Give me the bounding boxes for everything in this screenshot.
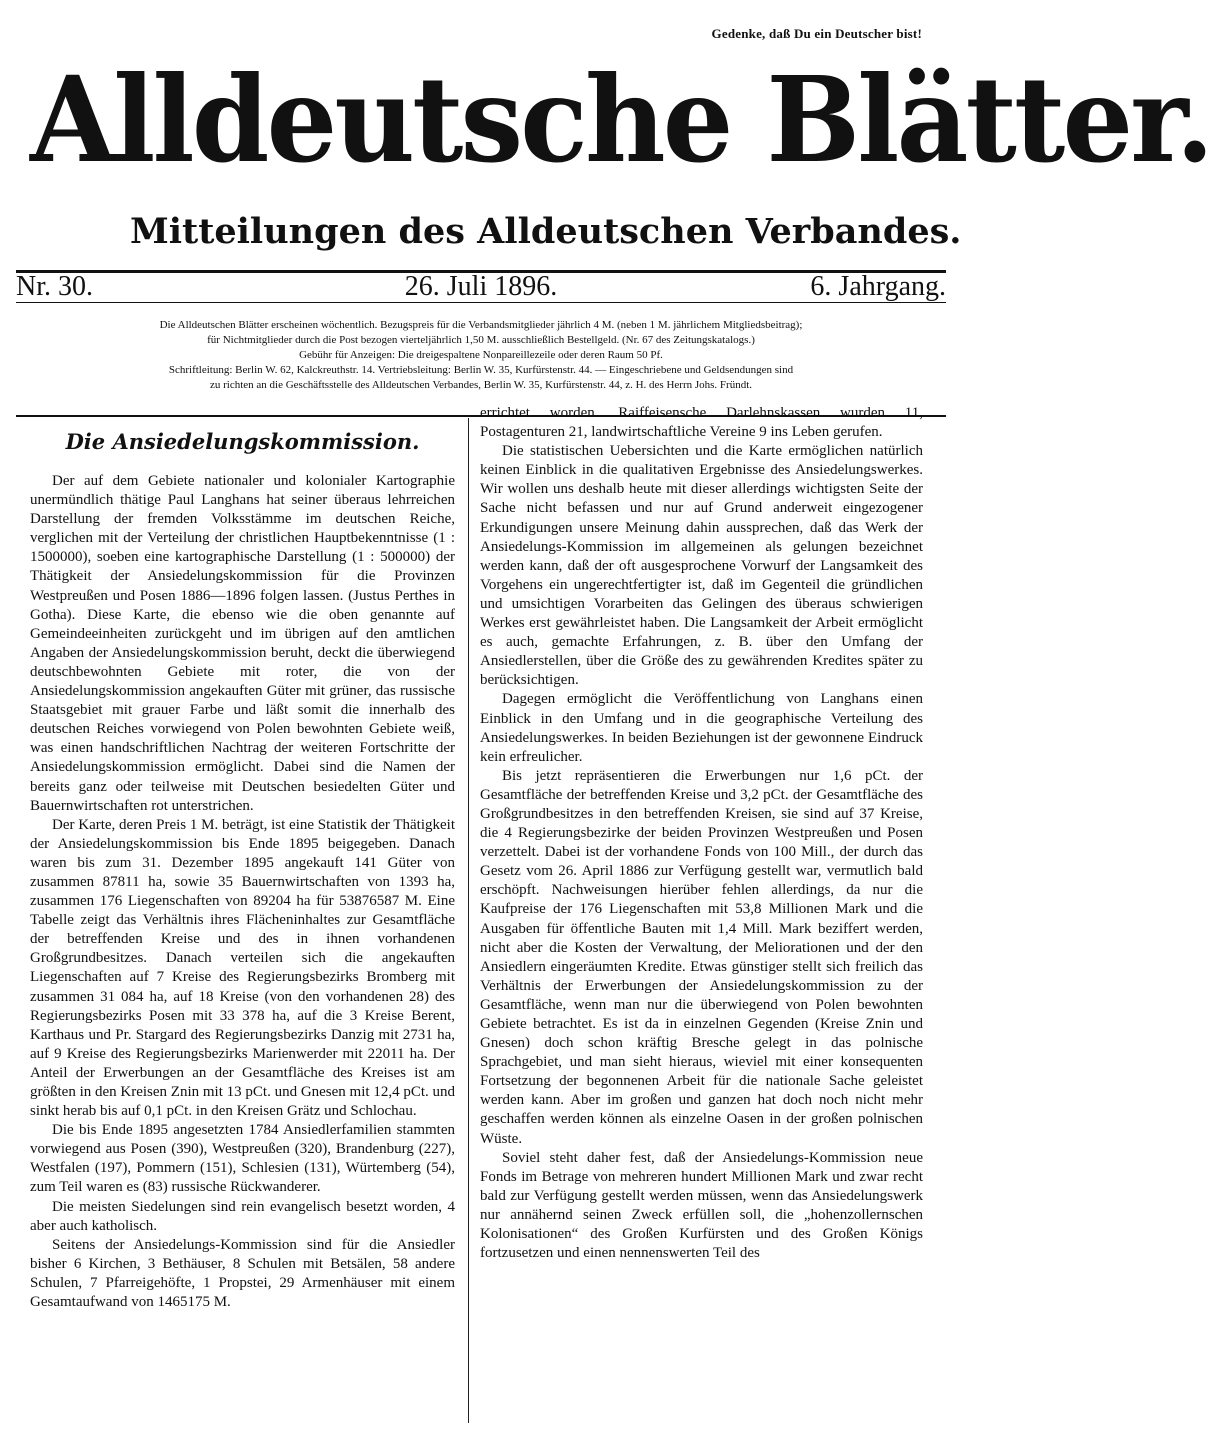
article-column-left [30, 430, 455, 1312]
article-paragraph-continued: errichtet worden. Raiffeisensche Darlehnskassen wurden 11, Postagenturen 21, landwirtschaftliche Vereine 9 ins Leben gerufen. [480, 405, 923, 441]
article-paragraph: Bis jetzt repräsentieren die Erwerbungen nur 1,6 pCt. der Gesamtfläche der betreffenden Kreise und 3,2 pCt. der Gesamtfläche des Großgrundbesitzes in den betreffenden Kreisen, sie sind auf 37 Kreise, die 4 Regierungsbezirke der beiden Provinzen Westpreußen und Posen verzettelt. Dabei ist der vorhandene Fonds von 100 Mill., der durch das Gesetz vom 26. April 1886 zur Verfügung gestellt war, vermutlich bald erschöpft. Nachweisungen hierüber fehlen allerdings, da nur die Kaufpreise der 176 Liegenschaften mit 53,8 Millionen Mark und die Ausgaben für öffentliche Bauten mit 1,4 Mill. Mark beziffert werden, nicht aber die Kosten der Verwaltung, der Meliorationen und der den Ansiedlern eingeräumten Kredite. Etwas günstiger stellt sich freilich das Verhältnis der Erwerbungen der Ansiedelungskommission zu der Gesamtfläche, wenn man nur die überwiegend von Polen bewohnten Gebiete betrachtet. Es ist da in einzelnen Gegenden (Kreise Znin und Gnesen) doch schon kräftig Bresche gelegt in das polnische Sprachgebiet, und man sieht hieraus, wieviel mit einer konsequenten Fortsetzung der begonnenen Arbeit für die nationale Sache geleistet werden kann. Aber im großen und ganzen hat doch noch nicht mehr geschaffen werden können als einzelne Oasen in der großen polnischen Wüste. [480, 767, 923, 1147]
notice-line: Schriftleitung: Berlin W. 62, Kalckreuthstr. 14. Vertriebsleitung: Berlin W. 35, Kurfürstenstr. 44. — Eingeschriebene und Geldsendungen sind [168, 364, 794, 376]
issue-date: 26. Juli 1896. [404, 271, 558, 302]
notice-line: für Nichtmitglieder durch die Post bezogen vierteljährlich 1,50 M. ausschließlich Bestellgeld. (Nr. 67 des Zeitungskatalogs.) [207, 334, 755, 346]
article-paragraph: Der auf dem Gebiete nationaler und kolonialer Kartographie unermündlich thätige Paul Langhans hat seiner überaus lehrreichen Darstellung der fremden Volksstämme im deutschen Reiche, verglichen mit der Verteilung der christlichen Hauptbekenntnisse (1 : 1500000), soeben eine kartographische Darstellung (1 : 500000) der Thätigkeit der Ansiedelungskommission für die Provinzen Westpreußen und Posen 1886—1896 folgen lassen. (Justus Perthes in Gotha). Diese Karte, die ebenso wie die oben genannte auf Gemeindeeinheiten zurückgeht und im übrigen auf den amtlichen Angaben der Ansiedelungskommission beruht, deckt die überwiegend deutschbewohnten Gebiete mit roter, die von der Ansiedelungskommission angekauften Güter mit grüner, das russische Staatsgebiet mit grauer Farbe und läßt somit die innerhalb des deutschen Reiches vorwiegend von Polen bewohnten Gebiete weiß, was einen handschriftlichen Nachtrag der weiteren Fortschritte der Ansiedelungskommission ermöglicht. Dabei sind die Namen der bereits ganz oder teilweise mit Deutschen besiedelten Güter und Bauernwirtschaften rot unterstrichen. [30, 473, 455, 814]
issue-bar [16, 270, 946, 304]
article-paragraph: Der Karte, deren Preis 1 M. beträgt, ist eine Statistik der Thätigkeit der Ansiedelungskommission bis Ende 1895 beigegeben. Danach waren bis zum 31. Dezember 1895 angekauft 141 Güter von zusammen 87811 ha, sowie 35 Bauernwirtschaften von 1393 ha, zusammen 176 Liegenschaften von 89204 ha für 53876587 M. Eine Tabelle zeigt das Verhältnis ihres Flächeninhaltes zur Gesamtfläche der betreffenden Kreise und des in ihnen vorhandenen Großgrundbesitzes. Danach verteilen sich die angekauften Liegenschaften auf 7 Kreise des Regierungsbezirks Bromberg mit zusammen 31 084 ha, auf 18 Kreise (von den vorhandenen 28) des Regierungsbezirks Posen mit 33 378 ha, auf die 3 Kreise Berent, Karthaus und Pr. Stargard des Regierungsbezirks Danzig mit 2731 ha, auf 9 Kreise des Regierungsbezirks Marienwerder mit 22011 ha. Der Anteil der Erwerbungen an der Gesamtfläche des Kreises ist am größten in den Kreisen Znin mit 13 pCt. und Gnesen mit 12,4 pCt. und sinkt herab bis auf 0,1 pCt. in den Kreisen Grätz und Schlochau. [30, 816, 455, 1120]
article-paragraph: Die bis Ende 1895 angesetzten 1784 Ansiedlerfamilien stammten vorwiegend aus Posen (390), Westpreußen (320), Brandenburg (227), Westfalen (197), Pommern (151), Schlesien (131), Würtemberg (54), zum Teil waren es (83) russische Rückwanderer. [30, 1122, 455, 1196]
article-paragraph: Soviel steht daher fest, daß der Ansiedelungs-Kommission neue Fonds im Betrage von mehreren hundert Millionen Mark und zwar recht bald zur Verfügung gestellt werden müssen, wenn das Ansiedelungswerk nur annähernd seinen Zweck erfüllen soll, die „hohenzollernschen Kolonisationen“ des Großen Kurfürsten und des Großen Königs fortzusetzen und einen nennenswerten Teil des [480, 1149, 923, 1262]
issue-year: 6. Jahrgang. [810, 271, 946, 302]
article-paragraph: Seitens der Ansiedelungs-Kommission sind für die Ansiedler bisher 6 Kirchen, 3 Bethäuser, 8 Schulen mit Betsälen, 58 andere Schulen, 7 Pfarreigehöfte, 1 Propstei, 29 Armenhäuser mit einem Gesamtaufwand von 1465175 M. [30, 1236, 455, 1311]
masthead-title: Alldeutsche Blätter. [30, 50, 1211, 189]
motto: Gedenke, daß Du ein Deutscher bist! [711, 26, 922, 41]
notice-line: zu richten an die Geschäftsstelle des Alldeutschen Verbandes, Berlin W. 35, Kurfürstenstr. 44, z. H. des Herrn Johs. Fründt. [209, 379, 753, 391]
header-rule-middle [16, 302, 946, 303]
masthead-subtitle: Mitteilungen des Alldeutschen Verbandes. [130, 211, 962, 252]
article-paragraph: Die meisten Siedelungen sind rein evangelisch besetzt worden, 4 aber auch katholisch. [30, 1198, 455, 1234]
column-divider [468, 418, 469, 1423]
article-column-right [480, 404, 923, 1263]
article-headline: Die Ansiedelungskommission. [65, 429, 420, 454]
article-paragraph: Dagegen ermöglicht die Veröffentlichung von Langhans einen Einblick in den Umfang und in die geographische Verteilung des Ansiedelungswerkes. In beiden Beziehungen ist der gewonnene Eindruck kein erfreulicher. [480, 691, 923, 765]
issue-number: Nr. 30. [16, 271, 93, 302]
subscription-notice [16, 318, 946, 393]
notice-line: Gebühr für Anzeigen: Die dreigespaltene Nonpareillezeile oder deren Raum 50 Pf. [299, 349, 663, 361]
article-paragraph: Die statistischen Uebersichten und die Karte ermöglichen natürlich keinen Einblick in die qualitativen Ergebnisse des Ansiedelungswerkes. Wir wollen uns deshalb heute mit dieser allerdings wichtigsten Seite der Sache nicht befassen und nur auf Grund anderweit eingezogener Erkundigungen unsere Meinung dahin aussprechen, daß das Werk der Ansiedelungs-Kommission im allgemeinen als gelungen bezeichnet werden kann, daß der oft ausgesprochene Vorwurf der Langsamkeit des Vorgehens ein ungerechtfertigter ist, daß im Gegenteil die gründlichen und umsichtigen Vorarbeiten das Gelingen des überaus schwierigen Werkes erst gewährleistet haben. Die Langsamkeit der Arbeit ermöglicht es auch, gemachte Erfahrungen, z. B. über den Umfang der Ansiedlerstellen, über die Größe des zu gewährenden Kredites später zu berücksichtigen. [480, 443, 923, 689]
notice-line: Die Alldeutschen Blätter erscheinen wöchentlich. Bezugspreis für die Verbandsmitglieder jährlich 4 M. (neben 1 M. jährlichem Mitgliedsbeitrag); [159, 319, 803, 331]
